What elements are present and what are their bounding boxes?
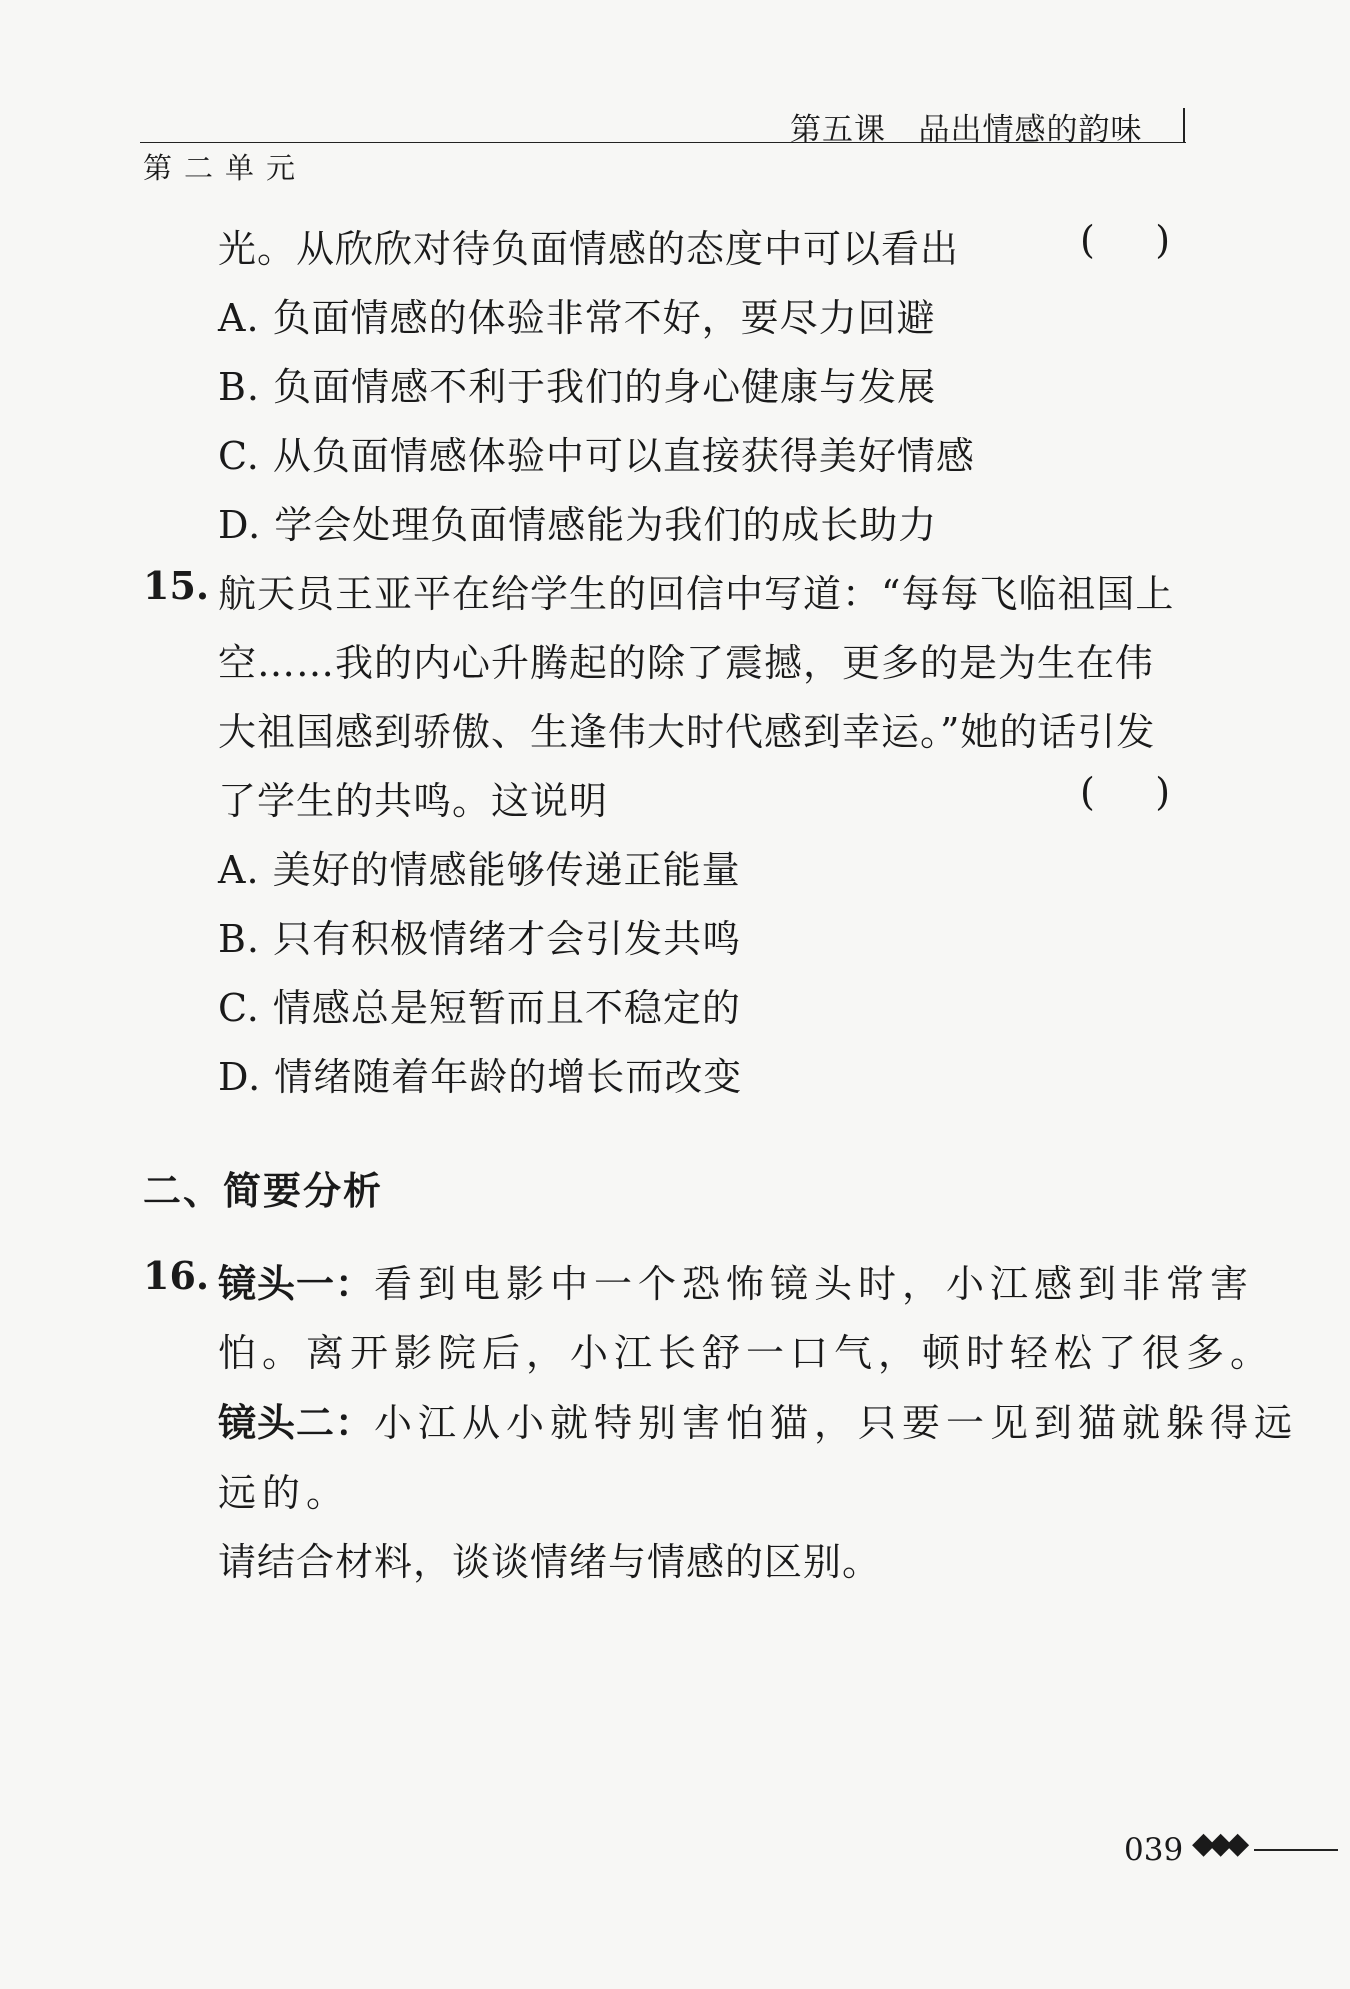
q16-shot1-line-1 <box>218 1253 1254 1308</box>
q14-option-a[interactable]: A. 负面情感的体验非常不好，要尽力回避 <box>218 296 936 340</box>
page-number-rule <box>1254 1849 1338 1851</box>
q16-shot1-label: 镜头一： <box>218 1262 375 1306</box>
q15-number: 15. <box>143 563 210 608</box>
q16-prompt: 请结合材料，谈谈情绪与情感的区别。 <box>218 1540 882 1584</box>
q15-stem-line-3: 大祖国感到骄傲、生逢伟大时代感到幸运。”她的话引发 <box>218 710 1156 754</box>
q15-option-c[interactable]: C. 情感总是短暂而且不稳定的 <box>218 986 741 1030</box>
q14-option-b[interactable]: B. 负面情感不利于我们的身心健康与发展 <box>218 365 937 409</box>
diamond-ornament-icon: ◆◆◆ <box>1192 1826 1244 1861</box>
header-tick <box>1183 108 1185 142</box>
q16-shot2-label: 镜头二： <box>218 1401 375 1445</box>
q15-option-b[interactable]: B. 只有积极情绪才会引发共鸣 <box>218 917 742 961</box>
q14-answer-blank[interactable]: ( ) <box>1080 218 1171 262</box>
q15-stem-line-2: 空……我的内心升腾起的除了震撼，更多的是为生在伟 <box>218 641 1155 685</box>
q14-option-c[interactable]: C. 从负面情感体验中可以直接获得美好情感 <box>218 434 975 478</box>
unit-label: 第二单元 <box>143 151 308 185</box>
q15-option-a[interactable]: A. 美好的情感能够传递正能量 <box>218 848 741 892</box>
header-rule <box>140 142 1186 143</box>
q16-number: 16. <box>143 1253 210 1298</box>
q16-shot1-text: 看到电影中一个恐怖镜头时，小江感到非常害 <box>374 1262 1255 1306</box>
q16-shot2-line-2: 远的。 <box>218 1471 351 1515</box>
q15-stem-line-4: 了学生的共鸣。这说明 <box>218 779 609 823</box>
q15-stem-line-1: 航天员王亚平在给学生的回信中写道：“每每飞临祖国上 <box>218 572 1175 616</box>
q16-shot1-line-2: 怕。离开影院后，小江长舒一口气，顿时轻松了很多。 <box>218 1331 1275 1375</box>
q14-option-d[interactable]: D. 学会处理负面情感能为我们的成长助力 <box>218 503 938 547</box>
page-number: 039 <box>1124 1832 1184 1868</box>
q16-shot2-text: 小江从小就特别害怕猫，只要一见到猫就躲得远 <box>374 1401 1299 1445</box>
q15-answer-blank[interactable]: ( ) <box>1080 770 1171 814</box>
q15-option-d[interactable]: D. 情绪随着年龄的增长而改变 <box>218 1055 743 1099</box>
lesson-title: 第五课 品出情感的韵味 <box>790 112 1143 148</box>
q14-stem-continuation: 光。从欣欣对待负面情感的态度中可以看出 <box>218 227 960 271</box>
section-title: 二、简要分析 <box>143 1169 384 1213</box>
q16-shot2-line-1 <box>218 1392 1298 1447</box>
